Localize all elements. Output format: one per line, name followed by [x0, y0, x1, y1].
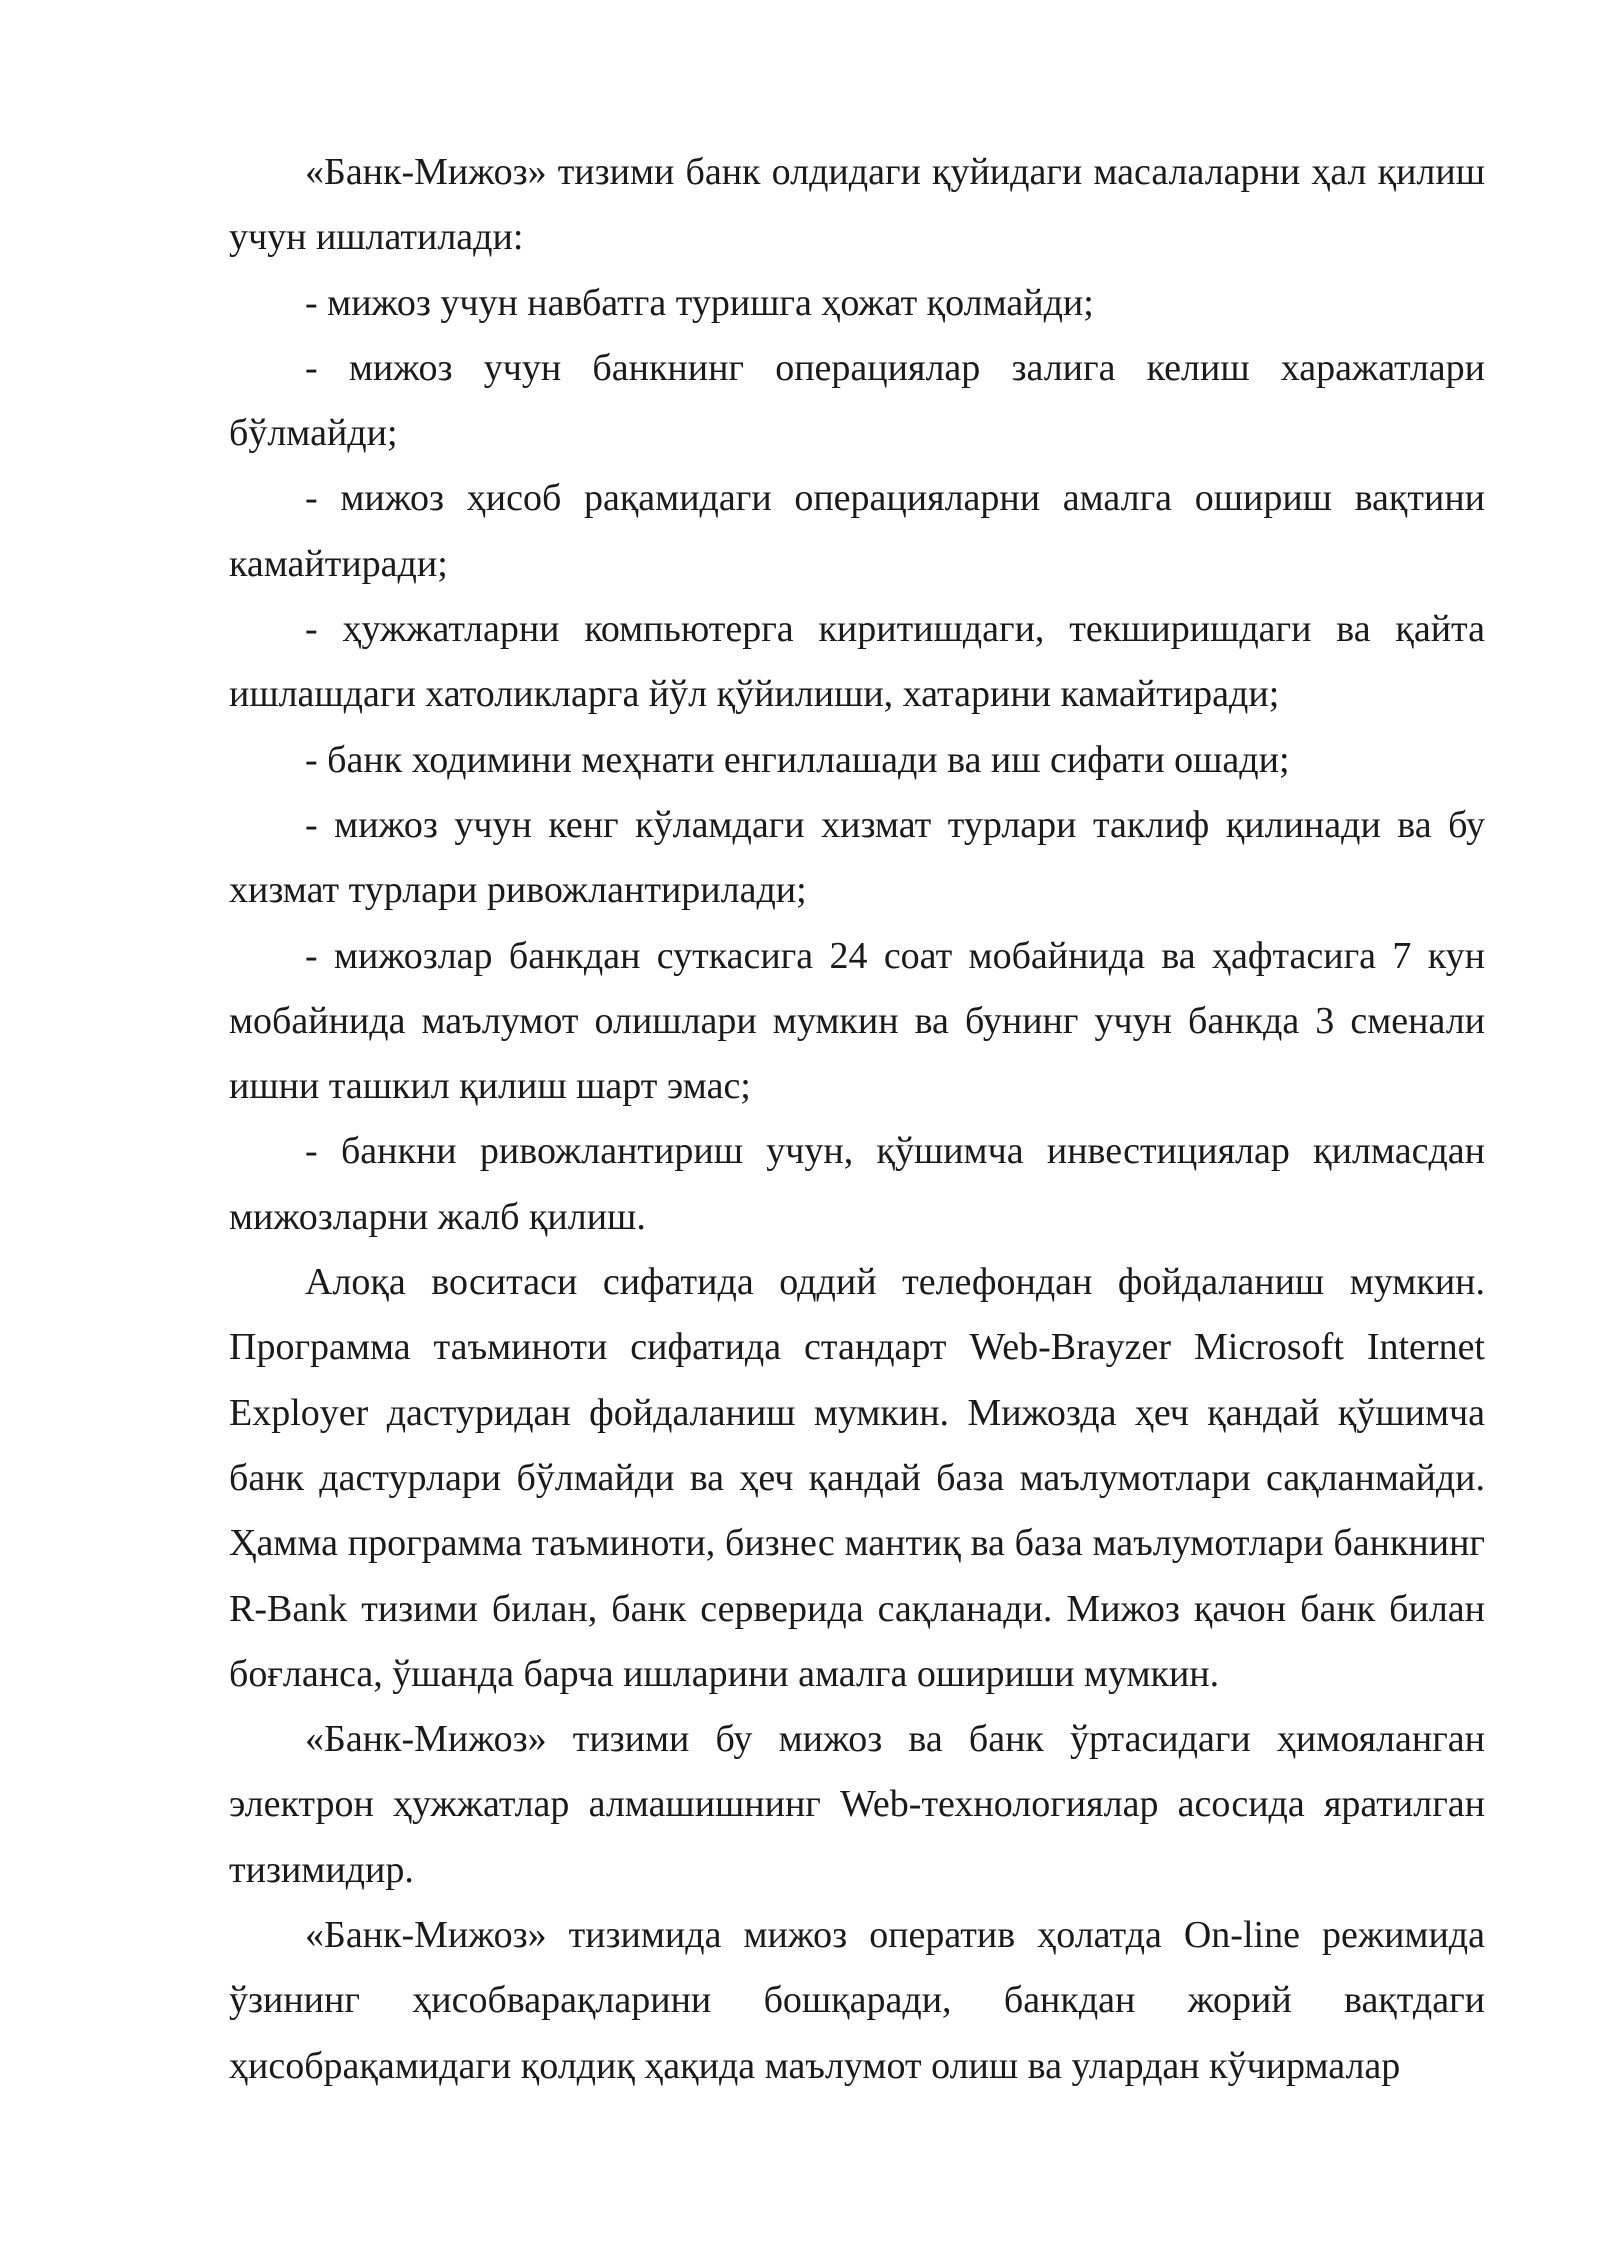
list-item-wide-services: - мижоз учун кенг кўламдаги хизмат турлари таклиф қилинади ва бу хизмат турлари ривожлантирилади; [229, 803, 1485, 912]
list-item-easier-work: - банк ходимини меҳнати енгиллашади ва иш сифати ошади; [305, 738, 1290, 781]
document-body [229, 140, 1485, 2099]
paragraph-definition: «Банк-Мижоз» тизими бу мижоз ва банк ўртасидаги ҳимояланган электрон ҳужжатлар алмашишнинг Web-технологиялар асосида яратилган тизимидир. [229, 1718, 1485, 1891]
list-item-attract-clients: - банкни ривожлантириш учун, қўшимча инвестициялар қилмасдан мижозларни жалб қилиш. [229, 1130, 1485, 1238]
list-item-24-7-access: - мижозлар банкдан суткасига 24 соат мобайнида ва ҳафтасига 7 кун мобайнида маълумот олишлари мумкин ва бунинг учун банкда 3 сменали ишни ташкил қилиш шарт эмас; [229, 934, 1485, 1108]
paragraph-communication: Алоқа воситаси сифатида оддий телефондан фойдаланиш мумкин. Программа таъминоти сифатида стандарт Web-Brayzer Microsoft Internet Exployer дастуридан фойдаланиш мумкин. Мижозда ҳеч қандай қўшимча банк дастурлари бўлмайди ва ҳеч қандай база маълумотлари сақланмайди. Ҳамма программа таъминоти, бизнес мантиқ ва база маълумотлари банкнинг R-Bank тизими билан, банк серверида сақланади. Мижоз қачон банк билан боғланса, ўшанда барча ишларини амалга ошириши мумкин. [229, 1261, 1485, 1695]
list-item-reduce-time: - мижоз ҳисоб рақамидаги операцияларни амалга ошириш вақтини камайтиради; [229, 477, 1485, 585]
paragraph-online-mode: «Банк-Мижоз» тизимида мижоз оператив ҳолатда On-line режимида ўзининг ҳисобварақларини бошқаради, банкдан жорий вақтдаги ҳисобрақамидаги қолдиқ ҳақида маълумот олиш ва улардан кўчирмалар [229, 1914, 1485, 2087]
paragraph-intro: «Банк-Мижоз» тизими банк олдидаги қуйидаги масалаларни ҳал қилиш учун ишлатилади: [229, 151, 1485, 259]
list-item-no-travel-costs: - мижоз учун банкнинг операциялар залига келиш харажатлари бўлмайди; [229, 346, 1485, 455]
list-item-reduce-errors: - ҳужжатларни компьютерга киритишдаги, текширишдаги ва қайта ишлашдаги хатоликларга йўл қўйилиши, хатарини камайтиради; [229, 608, 1485, 716]
list-item-no-queue: - мижоз учун навбатга туришга ҳожат қолмайди; [305, 281, 1094, 324]
